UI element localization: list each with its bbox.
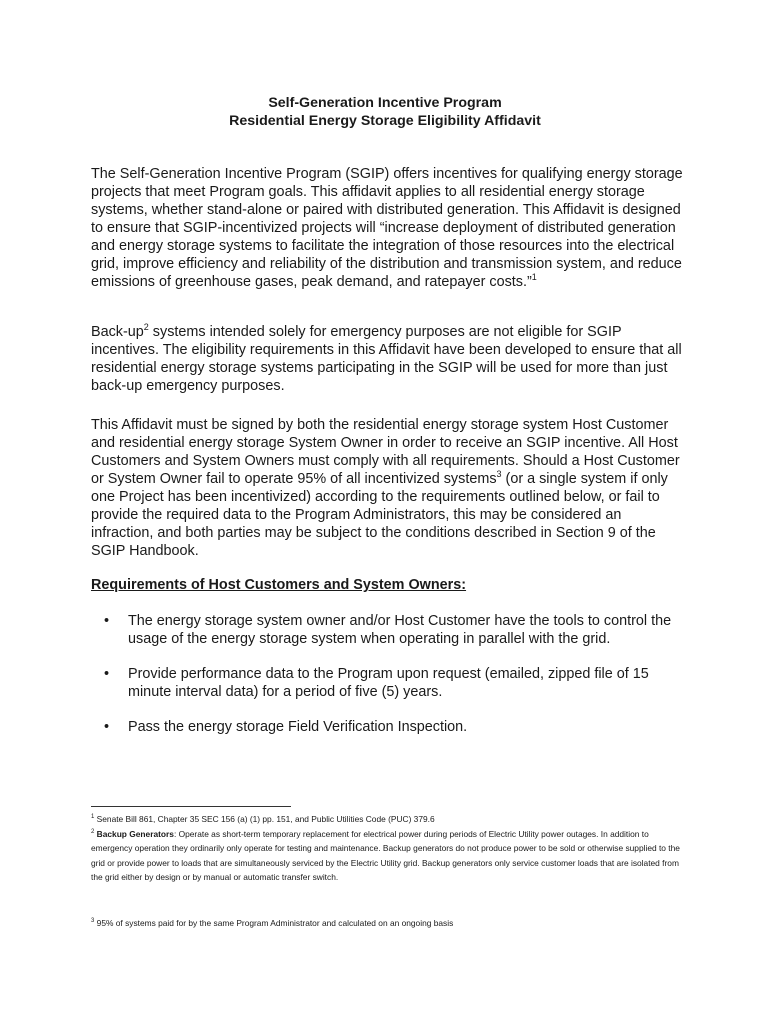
footnote-3 <box>91 916 683 931</box>
intro-paragraph <box>91 165 683 291</box>
backup-paragraph-start: Back-up <box>91 324 144 340</box>
footnote-ref-2: 2 <box>143 322 149 333</box>
list-item <box>91 718 683 736</box>
footnote-divider <box>91 806 291 807</box>
list-item <box>91 665 683 701</box>
list-item-text: The energy storage system owner and/or Host Customer have the tools to control the usage of the energy storage system when operating in parallel with the grid. <box>128 613 672 647</box>
footnote-2-number: 2 <box>91 828 95 835</box>
title-line-1: Self-Generation Incentive Program <box>268 95 502 111</box>
requirements-list <box>91 612 683 753</box>
requirements-heading: Requirements of Host Customers and System Owners: <box>91 577 467 593</box>
bullet-icon: • <box>104 613 110 629</box>
backup-paragraph-rest: systems intended solely for emergency purposes are not eligible for SGIP incentives. The eligibility requirements in this Affidavit have been developed to ensure that all residential energy storage systems participating in the SGIP will be used for more than just back-up emergency purposes. <box>91 324 682 394</box>
signature-paragraph <box>91 416 683 560</box>
backup-paragraph <box>91 323 683 395</box>
footnote-1-number: 1 <box>91 814 95 821</box>
footnote-ref-1: 1 <box>531 272 537 283</box>
footnote-3-number: 3 <box>91 918 95 925</box>
footnote-2-label: Backup Generators <box>96 828 174 839</box>
bullet-icon: • <box>104 666 110 682</box>
page-title <box>0 94 770 130</box>
intro-paragraph-text: The Self-Generation Incentive Program (SGIP) offers incentives for qualifying energy storage projects that meet Program goals. This affidavit applies to all residential energy storage systems, whether stand-alone or paired with distributed generation. This Affidavit is designed to ensure that SGIP-incentivized projects will “increase deployment of distributed generation and energy storage systems to facilitate the integration of those resources into the electrical grid, improve efficiency and reliability of the distribution and transmission system, and reduce emissions of greenhouse gases, peak demand, and ratepayer costs.” <box>91 166 683 290</box>
list-item-text: Provide performance data to the Program upon request (emailed, zipped file of 15 minute interval data) for a period of five (5) years. <box>128 666 649 700</box>
list-item <box>91 612 683 648</box>
footnote-2-text: : Operate as short-term temporary replacement for electrical power during periods of Electric Utility power outages. In addition to emergency operation they ordinarily only operate for testing and maintenance. Backup generators do not produce power to be sold or otherwise supplied to the grid or provide power to loads that are simultaneously serviced by the Electric Utility grid. Backup generators only service customer loads that are isolated from the grid either by design or by manual or automatic transfer switch. <box>91 828 680 882</box>
footnote-3-text: 95% of systems paid for by the same Program Administrator and calculated on an ongoing basis <box>94 918 454 928</box>
signature-paragraph-start: This Affidavit must be signed by both the residential energy storage system Host Customer and residential energy storage System Owner in order to receive an SGIP incentive. All Host Customers and System Owners must comply with all requirements. Should a Host Customer or System Owner fail to operate 95% of all incentivized systems <box>91 417 680 487</box>
bullet-icon: • <box>104 719 110 735</box>
footnote-2 <box>91 827 683 885</box>
footnote-1-text: Senate Bill 861, Chapter 35 SEC 156 (a) (1) pp. 151, and Public Utilities Code (PUC) 379.6 <box>94 814 435 824</box>
footnote-ref-3: 3 <box>496 469 502 480</box>
footnotes-block <box>91 812 683 885</box>
list-item-text: Pass the energy storage Field Verification Inspection. <box>128 719 468 735</box>
title-line-2: Residential Energy Storage Eligibility Affidavit <box>229 113 541 129</box>
signature-paragraph-rest: (or a single system if only one Project has been incentivized) according to the requirements outlined below, or fail to provide the required data to the Program Administrators, this may be considered an infraction, and both parties may be subject to the conditions described in Section 9 of the SGIP Handbook. <box>91 471 668 559</box>
footnote-1 <box>91 812 683 827</box>
